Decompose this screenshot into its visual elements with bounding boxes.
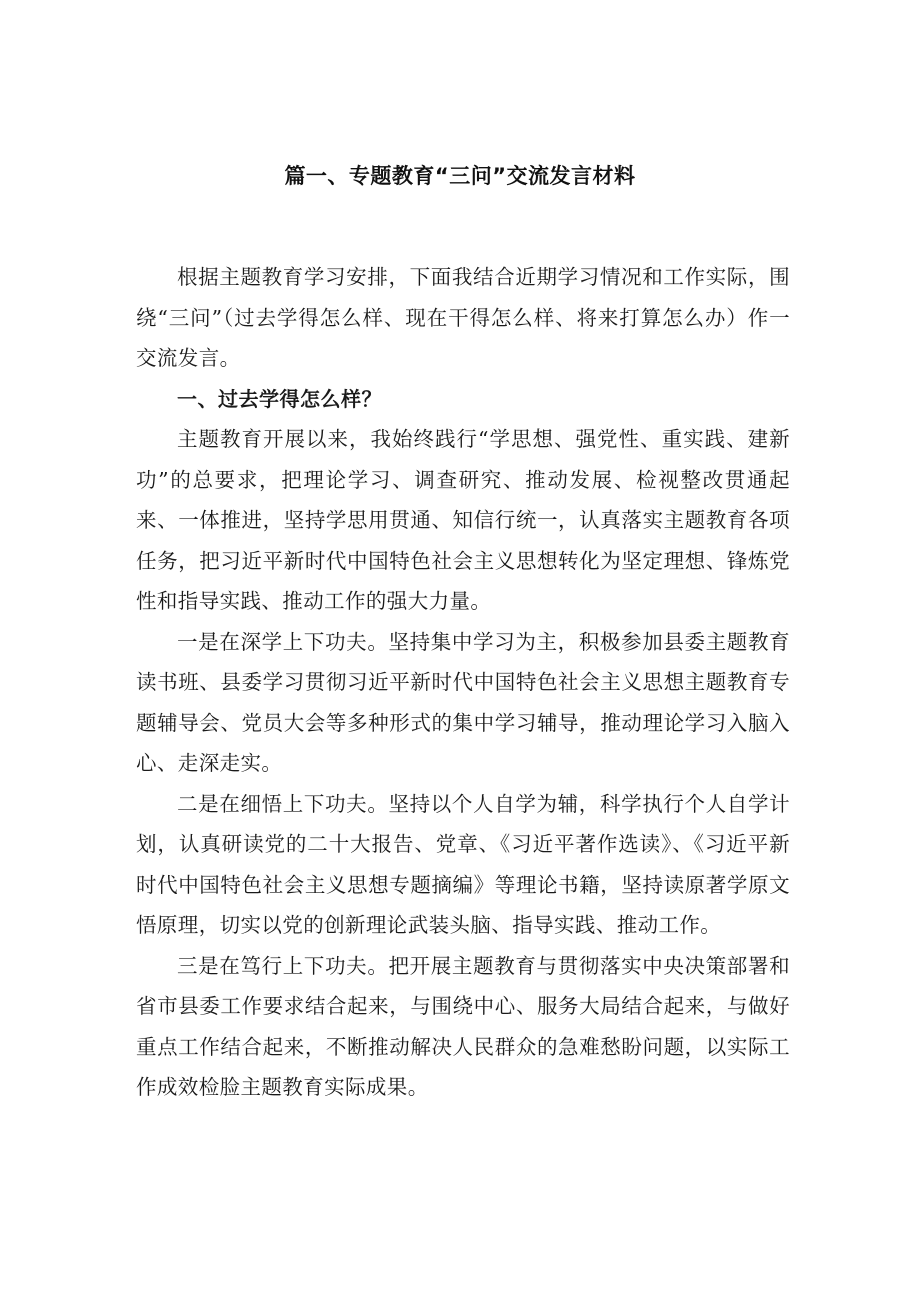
body-paragraph: 三是在笃行上下功夫。把开展主题教育与贯彻落实中央决策部署和省市县委工作要求结合起来，与围绕中心、服务大局结合起来，与做好重点工作结合起来，不断推动解决人民群众的急难愁盼问题，以实际工作成效检脸主题教育实际成果。 (136, 953, 790, 1099)
body-paragraph: 一是在深学上下功夫。坚持集中学习为主，积极参加县委主题教育读书班、县委学习贯彻习近平新时代中国特色社会主义思想主题教育专题辅导会、党员大会等多种形式的集中学习辅导，推动理论学习入脑入心、走深走实。 (136, 629, 790, 775)
document-body (136, 257, 790, 1108)
section-heading: 一、过去学得怎么样？ (177, 386, 382, 411)
body-paragraph: 主题教育开展以来，我始终践行“学思想、强党性、重实践、建新功”的总要求，把理论学习、调查研究、推动发展、检视整改贯通起来、一体推进，坚持学思用贯通、知信行统一，认真落实主题教育各项任务，把习近平新时代中国特色社会主义思想转化为坚定理想、锋炼党性和指导实践、推动工作的强大力量。 (136, 427, 790, 613)
document-title: 篇一、专题教育“三问”交流发言材料 (284, 164, 636, 188)
intro-paragraph: 根据主题教育学习安排，下面我结合近期学习情况和工作实际，围绕“三问”（过去学得怎么样、现在干得怎么样、将来打算怎么办）作一交流发言。 (136, 265, 790, 370)
body-paragraph: 二是在细悟上下功夫。坚持以个人自学为辅，科学执行个人自学计划，认真研读党的二十大报告、党章、《习近平著作选读》、《习近平新时代中国特色社会主义思想专题摘编》等理论书籍，坚持读原著学原文悟原理，切实以党的创新理论武装头脑、指导实践、推动工作。 (136, 791, 790, 937)
